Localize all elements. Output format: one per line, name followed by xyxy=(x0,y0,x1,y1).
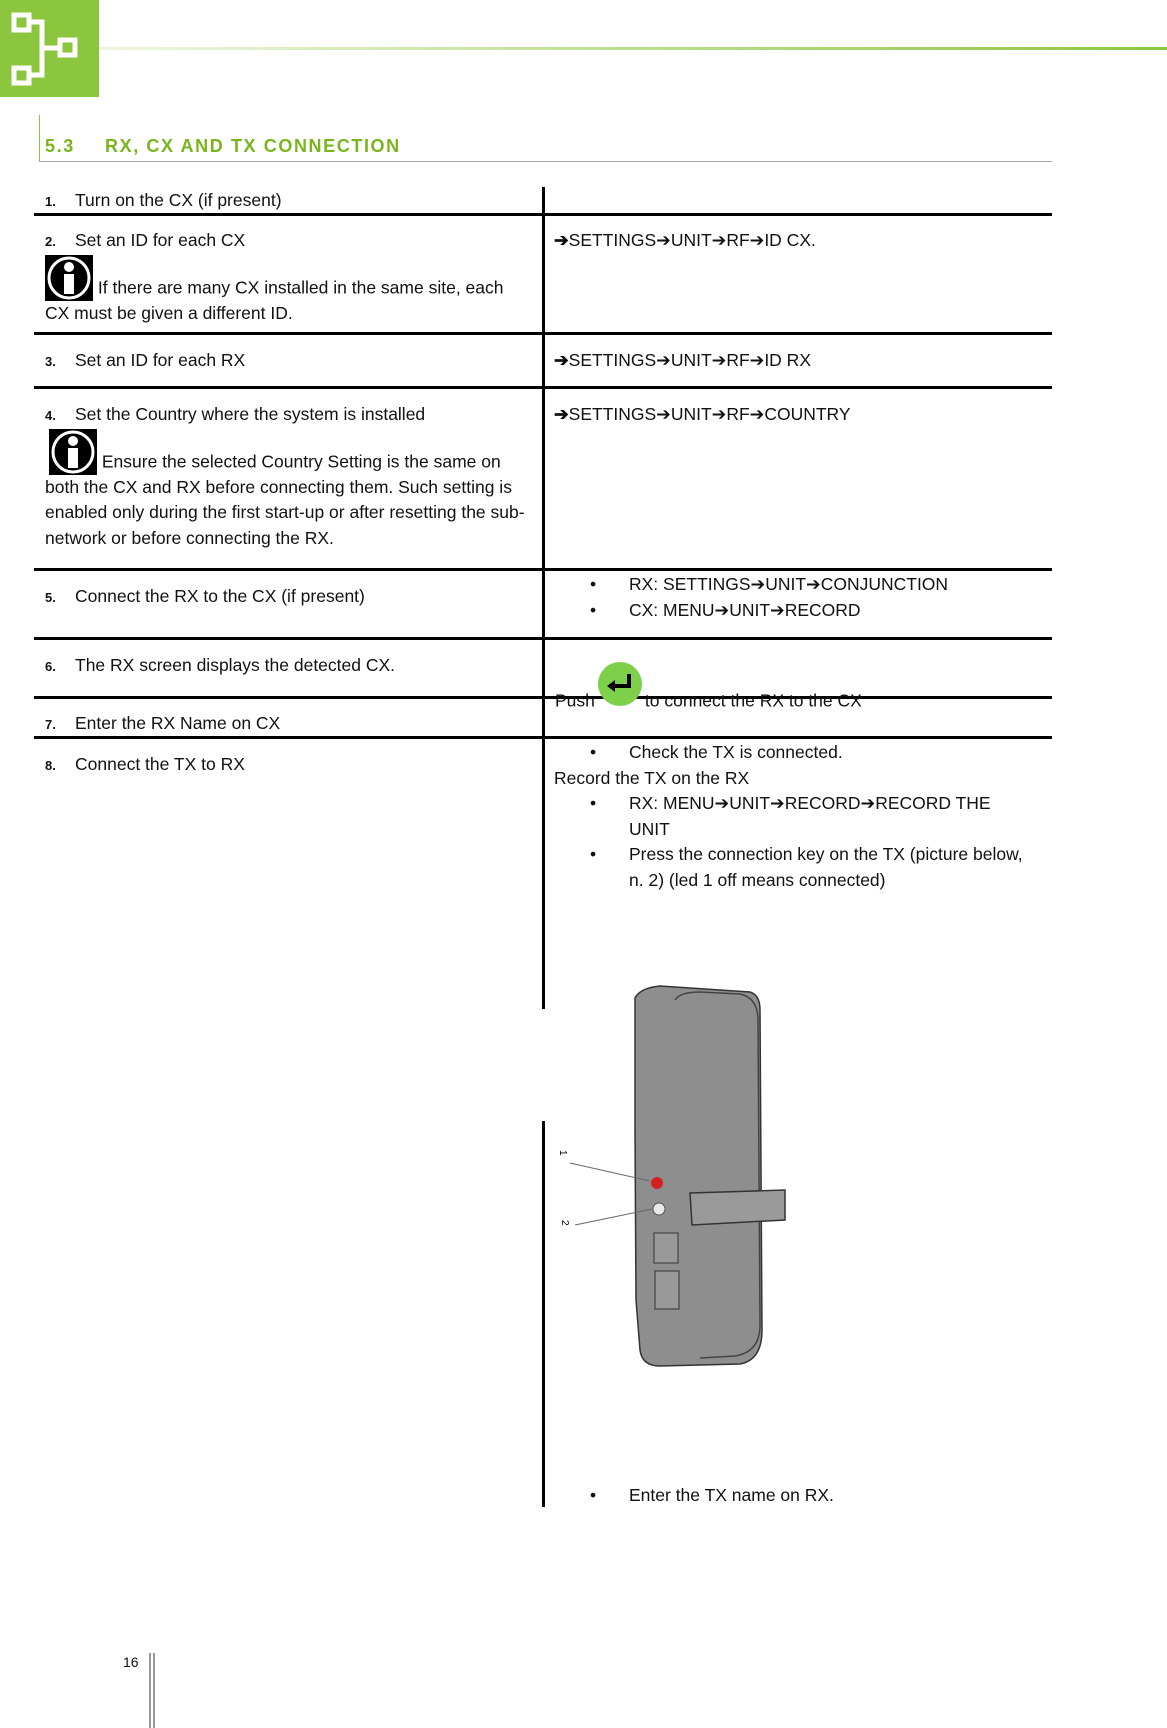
info-icon xyxy=(45,255,93,301)
step-3-path: ➔SETTINGS➔UNIT➔RF➔ID RX xyxy=(554,350,811,370)
step-8-instructions: • Check the TX is connected. Record the TX on the RX • RX: MENU➔UNIT➔RECORD➔RECORD THE UNIT • Press the connection key on the TX (picture below, n. 2) (led 1 off means connected) xyxy=(554,740,1024,893)
list-item: • CX: MENU➔UNIT➔RECORD xyxy=(554,598,948,624)
footer-rule xyxy=(149,1653,151,1728)
section-heading: 5.3 RX, CX AND TX CONNECTION xyxy=(45,136,401,156)
step-8: 8. Connect the TX to RX xyxy=(45,754,245,774)
column-divider xyxy=(542,187,545,1009)
step-5-list xyxy=(554,572,948,623)
step-6-action: Push to connect the RX to the CX xyxy=(555,670,862,714)
info-icon xyxy=(49,429,97,475)
list-item: • RX: MENU➔UNIT➔RECORD➔RECORD THE UNIT xyxy=(554,791,1024,842)
logo xyxy=(0,0,99,97)
heading-bar xyxy=(39,115,40,162)
footer-rule xyxy=(153,1653,155,1728)
figure-label-1: 1 xyxy=(557,1150,568,1156)
network-icon xyxy=(0,0,99,97)
list-item: • RX: SETTINGS➔UNIT➔CONJUNCTION xyxy=(554,572,948,598)
enter-key-icon xyxy=(598,662,642,706)
step-2: 2. Set an ID for each CX If there are many CX installed in the same site, each CX must be given a different ID. xyxy=(45,230,504,323)
list-item: • Enter the TX name on RX. xyxy=(554,1483,834,1509)
header-rule xyxy=(99,47,1167,50)
step-3: 3. Set an ID for each RX xyxy=(45,350,246,370)
step-8-final xyxy=(554,1483,834,1509)
step-4: 4. Set the Country where the system is installed Ensure the selected Country Setting is the same on both the CX and RX before connecting them. Such setting is enabled only during the first start-up or after resetting the sub-network or before connecting the RX. xyxy=(45,404,525,548)
heading-rule xyxy=(39,161,1052,162)
column-divider xyxy=(542,1121,545,1507)
tx-device-figure xyxy=(550,980,800,1390)
step-7: 7. Enter the RX Name on CX xyxy=(45,713,281,733)
step-1: 1. Turn on the CX (if present) xyxy=(45,190,282,210)
step-4-path: ➔SETTINGS➔UNIT➔RF➔COUNTRY xyxy=(554,404,851,424)
list-item: • Check the TX is connected. xyxy=(554,740,1024,766)
figure-label-2: 2 xyxy=(559,1220,570,1226)
list-item: • Press the connection key on the TX (picture below, n. 2) (led 1 off means connected) xyxy=(554,842,1024,893)
step-6: 6. The RX screen displays the detected CX. xyxy=(45,655,396,675)
page-number: 16 xyxy=(123,1654,139,1670)
step-2-path: ➔SETTINGS➔UNIT➔RF➔ID CX. xyxy=(554,230,816,250)
step-5: 5. Connect the RX to the CX (if present) xyxy=(45,586,365,606)
